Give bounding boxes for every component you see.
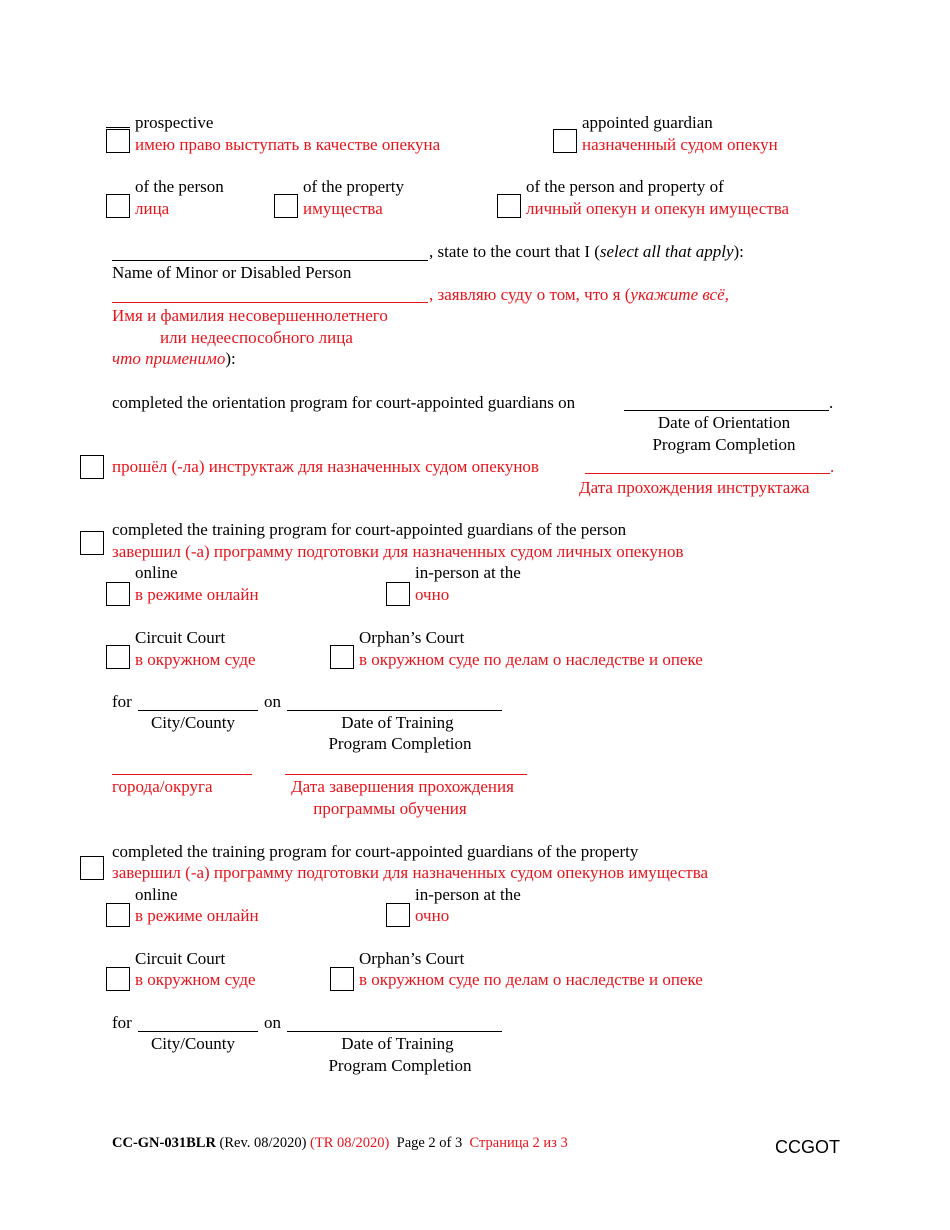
city-county-label-ru: города/округа — [112, 777, 213, 796]
statement-text-main: , state to the court that I ( — [429, 242, 600, 261]
training-property-checkbox[interactable] — [80, 856, 104, 880]
orphans-court-label: Orphan’s Court — [359, 628, 465, 647]
orientation-text: completed the orientation program for court-appointed guardians on — [112, 393, 576, 412]
of-person-checkbox[interactable] — [106, 194, 130, 218]
prospective-checkbox-line — [106, 127, 130, 128]
of-property-label-ru: имущества — [303, 199, 383, 218]
training-person-online-checkbox[interactable] — [106, 582, 130, 606]
page-number-ru: Страница 2 из 3 — [469, 1135, 568, 1151]
inperson-label: in-person at the — [415, 563, 521, 582]
person-and-property-label: of the person and property of — [526, 177, 724, 196]
orientation-date-field[interactable] — [624, 410, 829, 411]
online-label: online — [135, 563, 178, 582]
orientation-period: . — [829, 393, 834, 412]
training-property-online-checkbox[interactable] — [106, 903, 130, 927]
form-code: CCGOT — [775, 1137, 840, 1157]
of-person-label-ru: лица — [135, 199, 170, 218]
minor-name-label-ru-1: Имя и фамилия несовершеннолетнего — [112, 306, 388, 325]
person-and-property-checkbox[interactable] — [497, 194, 521, 218]
online-label-ru: в режиме онлайн — [135, 585, 259, 604]
training-property-orphans-court-checkbox[interactable] — [330, 967, 354, 991]
inperson-label-ru-2: очно — [415, 906, 450, 925]
training-date-field-ru[interactable] — [285, 774, 527, 775]
minor-name-field-ru[interactable] — [112, 302, 428, 303]
minor-name-label: Name of Minor or Disabled Person — [112, 263, 352, 282]
for-label-2: for — [112, 1013, 132, 1032]
orphans-court-label-ru-2: в окружном суде по делам о наследстве и опеке — [359, 970, 703, 989]
online-label-2: online — [135, 885, 178, 904]
form-revision: (Rev. 08/2020) — [219, 1135, 307, 1151]
prospective-label: prospective — [135, 113, 214, 132]
of-person-label: of the person — [135, 177, 224, 196]
city-county-field[interactable] — [138, 710, 258, 711]
minor-name-field[interactable] — [112, 260, 428, 261]
of-property-checkbox[interactable] — [274, 194, 298, 218]
translation-revision: (TR 08/2020) — [310, 1135, 390, 1151]
circuit-court-label: Circuit Court — [135, 628, 226, 647]
orientation-date-label-2: Program Completion — [652, 435, 796, 454]
statement-text — [429, 242, 744, 262]
minor-name-label-ru-2: или недееспособного лица — [160, 328, 353, 347]
person-and-property-label-ru: личный опекун и опекун имущества — [526, 199, 790, 218]
orphans-court-label-ru: в окружном суде по делам о наследстве и опеке — [359, 650, 703, 669]
city-county-field-ru[interactable] — [112, 774, 252, 775]
orientation-period-ru: . — [830, 457, 835, 476]
inperson-label-2: in-person at the — [415, 885, 521, 904]
inperson-label-ru: очно — [415, 585, 450, 604]
of-property-label: of the property — [303, 177, 405, 196]
statement-ru-end — [112, 349, 236, 369]
city-county-label: City/County — [150, 713, 236, 732]
training-date-label-2-2: Program Completion — [328, 1056, 472, 1075]
statement-close: ): — [733, 242, 744, 261]
appointed-guardian-checkbox[interactable] — [553, 129, 577, 153]
training-person-inperson-checkbox[interactable] — [386, 582, 410, 606]
appointed-guardian-label: appointed guardian — [582, 113, 713, 132]
training-property-text: completed the training program for court-appointed guardians of the property — [112, 842, 639, 861]
training-property-text-ru: завершил (-а) программу подготовки для назначенных судом опекунов имущества — [112, 863, 709, 882]
statement-text-ru-main: , заявляю суду о том, что я ( — [429, 285, 631, 304]
footer — [112, 1133, 568, 1153]
training-date-field[interactable] — [287, 710, 502, 711]
circuit-court-label-2: Circuit Court — [135, 949, 226, 968]
orientation-date-field-ru[interactable] — [585, 473, 830, 474]
training-date-label-2: Program Completion — [328, 734, 472, 753]
training-person-text-ru: завершил (-а) программу подготовки для назначенных судом личных опекунов — [112, 542, 684, 561]
training-date-label-1: Date of Training — [341, 713, 454, 732]
statement-italic-ru: укажите всё, — [630, 285, 729, 304]
orientation-date-label-ru: Дата прохождения инструктажа — [579, 478, 810, 497]
training-date-field-2[interactable] — [287, 1031, 502, 1032]
prospective-checkbox[interactable] — [106, 129, 130, 153]
form-id: CC-GN-031BLR — [112, 1135, 216, 1151]
orientation-checkbox[interactable] — [80, 455, 104, 479]
orphans-court-label-2: Orphan’s Court — [359, 949, 465, 968]
training-date-label-ru-2: программы обучения — [313, 799, 467, 818]
page-number: Page 2 of 3 — [396, 1135, 463, 1151]
statement-close-ru: ): — [225, 349, 236, 368]
training-person-text: completed the training program for court-appointed guardians of the person — [112, 520, 627, 539]
prospective-label-ru: имею право выступать в качестве опекуна — [135, 135, 441, 154]
training-property-inperson-checkbox[interactable] — [386, 903, 410, 927]
training-property-circuit-court-checkbox[interactable] — [106, 967, 130, 991]
city-county-field-2[interactable] — [138, 1031, 258, 1032]
training-person-circuit-court-checkbox[interactable] — [106, 645, 130, 669]
training-date-label-ru-1: Дата завершения прохождения — [291, 777, 514, 796]
online-label-ru-2: в режиме онлайн — [135, 906, 259, 925]
orientation-text-ru: прошёл (-ла) инструктаж для назначенных судом опекунов — [112, 457, 539, 476]
statement-italic-ru-2: что применимо — [112, 349, 226, 368]
appointed-guardian-label-ru: назначенный судом опекун — [582, 135, 778, 154]
training-date-label-1-2: Date of Training — [341, 1034, 454, 1053]
statement-italic: select all that apply — [599, 242, 734, 261]
statement-text-ru — [429, 285, 729, 305]
on-label: on — [264, 692, 281, 711]
circuit-court-label-ru: в окружном суде — [135, 650, 256, 669]
circuit-court-label-ru-2: в окружном суде — [135, 970, 256, 989]
training-person-orphans-court-checkbox[interactable] — [330, 645, 354, 669]
orientation-date-label-1: Date of Orientation — [657, 413, 791, 432]
on-label-2: on — [264, 1013, 281, 1032]
city-county-label-2: City/County — [150, 1034, 236, 1053]
for-label: for — [112, 692, 132, 711]
training-person-checkbox[interactable] — [80, 531, 104, 555]
